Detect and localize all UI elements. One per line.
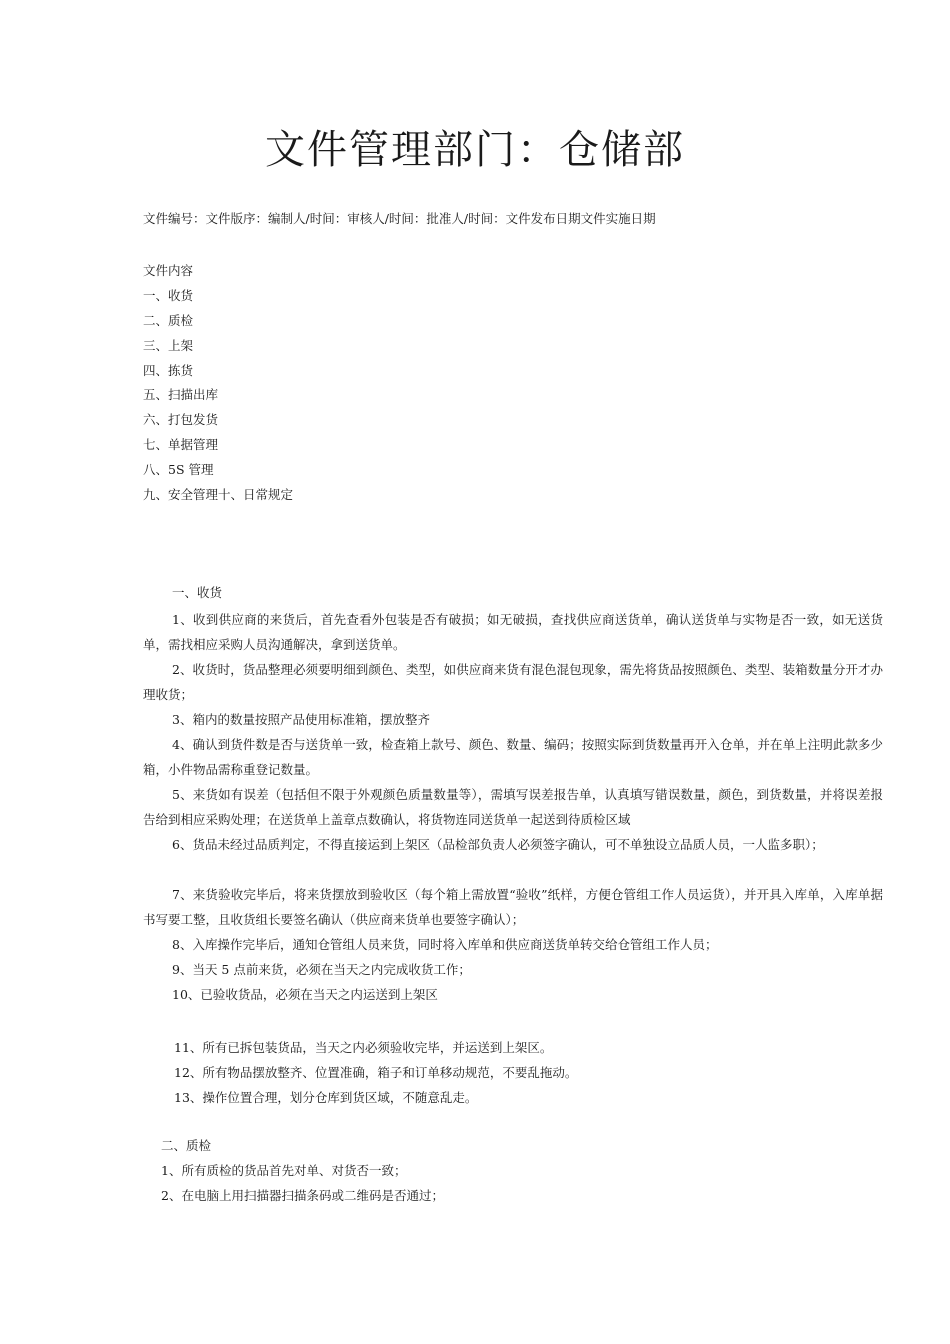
toc-item: 四、拣货 (143, 362, 194, 378)
page-title: 文件管理部门：仓储部 (265, 127, 685, 173)
toc-item: 六、打包发货 (143, 412, 219, 428)
table-of-contents (143, 259, 293, 508)
receiving-item: 3、箱内的数量按照产品使用标准箱，摆放整齐 (172, 712, 430, 727)
receiving-item: 2、收货时，货品整理必须要明细到颜色、类型，如供应商来货有混色混包现象，需先将货品按照颜色、类型、装箱数量分开才办理收货； (143, 662, 883, 702)
receiving-item: 6、货品未经过品质判定，不得直接运到上架区（品检部负责人必须签字确认，可不单独设立品质人员，一人监多职）； (172, 837, 824, 852)
toc-heading: 文件内容 (143, 263, 194, 278)
receiving-item: 5、来货如有误差（包括但不限于外观颜色质量数量等），需填写误差报告单，认真填写错误数量，颜色，到货数量，并将误差报告给到相应采购处理；在送货单上盖章点数确认，将货物连同送货单一起送到待质检区域 (143, 787, 883, 827)
receiving-item: 11、所有已拆包装货品，当天之内必须验收完毕，并运送到上架区。 (174, 1040, 553, 1055)
section-heading-receiving: 一、收货 (172, 585, 223, 600)
receiving-item: 4、确认到货件数是否与送货单一致，检查箱上款号、颜色、数量、编码；按照实际到货数量再开入仓单，并在单上注明此款多少箱，小件物品需称重登记数量。 (143, 737, 883, 777)
quality-check-item: 2、在电脑上用扫描器扫描条码或二维码是否通过； (161, 1188, 444, 1203)
receiving-item: 13、操作位置合理，划分仓库到货区域，不随意乱走。 (174, 1090, 478, 1105)
receiving-item: 10、已验收货品，必须在当天之内运送到上架区 (172, 987, 438, 1002)
section-heading-quality-check: 二、质检 (161, 1138, 212, 1153)
quality-check-item: 1、所有质检的货品首先对单、对货否一致； (161, 1163, 407, 1178)
receiving-item: 9、当天 5 点前来货，必须在当天之内完成收货工作； (172, 962, 471, 977)
toc-item: 二、质检 (143, 312, 194, 328)
toc-item: 九、安全管理十、日常规定 (143, 487, 294, 503)
receiving-item: 7、来货验收完毕后，将来货摆放到验收区（每个箱上需放置“验收”纸样，方便仓管组工作人员运货），并开具入库单，入库单据书写要工整，且收货组长要签名确认（供应商来货单也要签字确认）； (143, 887, 883, 927)
toc-item: 一、收货 (143, 287, 194, 303)
receiving-item: 1、收到供应商的来货后，首先查看外包装是否有破损；如无破损，查找供应商送货单，确认送货单与实物是否一致，如无送货单，需找相应采购人员沟通解决，拿到送货单。 (143, 612, 883, 652)
toc-item: 五、扫描出库 (143, 387, 219, 403)
toc-item: 八、5S 管理 (143, 462, 214, 478)
document-meta-line: 文件编号：文件版序：编制人/时间：审核人/时间：批准人/时间：文件发布日期文件实施日期 (143, 211, 656, 226)
receiving-item: 12、所有物品摆放整齐、位置准确，箱子和订单移动规范，不要乱拖动。 (174, 1065, 578, 1080)
toc-item: 三、上架 (143, 337, 194, 353)
receiving-item: 8、入库操作完毕后，通知仓管组人员来货，同时将入库单和供应商送货单转交给仓管组工作人员； (172, 937, 718, 952)
toc-item: 七、单据管理 (143, 437, 219, 453)
